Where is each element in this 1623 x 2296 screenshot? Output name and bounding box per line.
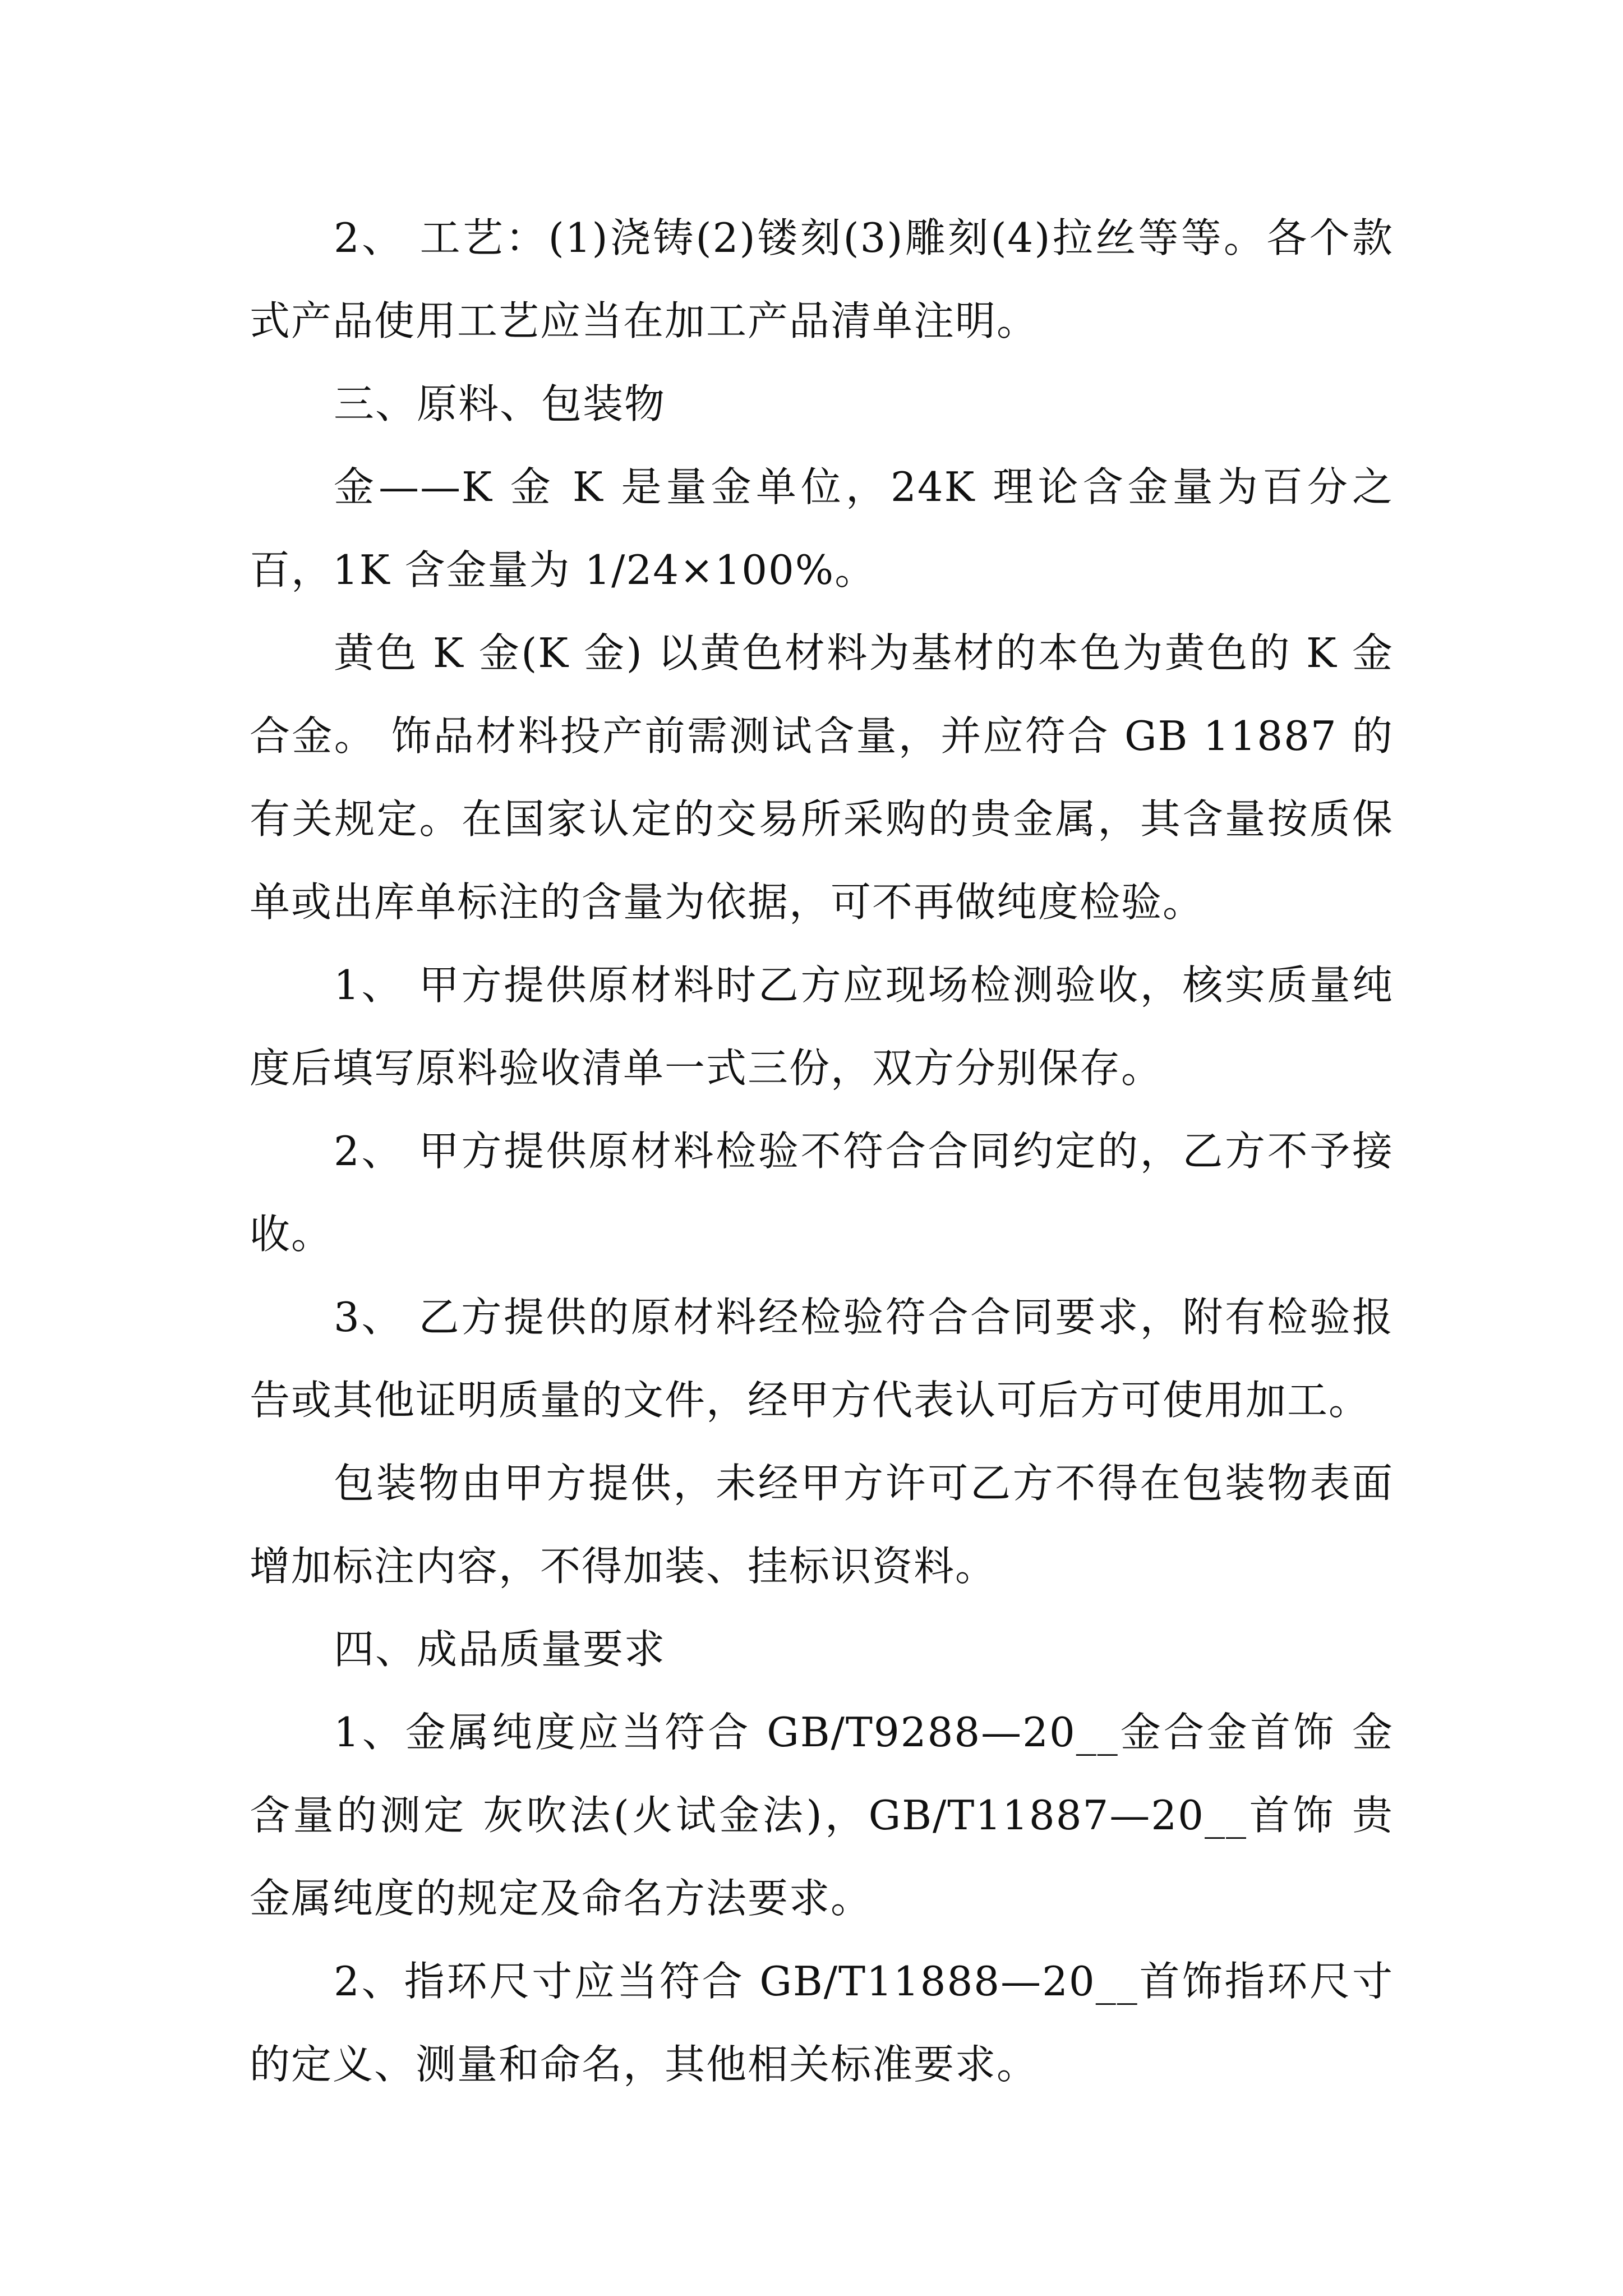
document-body: [250, 196, 1394, 2106]
paragraph-item-2: 2、 甲方提供原材料检验不符合合同约定的，乙方不予接收。: [250, 1128, 1394, 1258]
paragraph-process: 2、 工艺：(1)浇铸(2)镂刻(3)雕刻(4)拉丝等等。各个款式产品使用工艺应当在加工产品清单注明。: [250, 214, 1394, 344]
paragraph-item-1: 1、 甲方提供原材料时乙方应现场检测验收，核实质量纯度后填写原料验收清单一式三份，双方分别保存。: [250, 961, 1394, 1092]
paragraph-ring-size: 2、指环尺寸应当符合 GB/T11888—20__首饰指环尺寸的定义、测量和命名，其他相关标准要求。: [250, 1958, 1394, 2088]
paragraph-purity: 1、金属纯度应当符合 GB/T9288—20__金合金首饰 金含量的测定 灰吹法(火试金法)，GB/T11887—20__首饰 贵金属纯度的规定及命名方法要求。: [250, 1709, 1394, 1922]
paragraph-yellow-k-gold: 黄色 K 金(K 金) 以黄色材料为基材的本色为黄色的 K 金合金。 饰品材料投产前需测试含量，并应符合 GB 11887 的有关规定。在国家认定的交易所采购的贵金属，其含量按质保单或出库单标注的含量为依据，可不再做纯度检验。: [250, 629, 1394, 926]
section-heading-quality: 四、成品质量要求: [334, 1626, 666, 1673]
section-heading-materials: 三、原料、包装物: [334, 380, 666, 427]
paragraph-item-3: 3、 乙方提供的原材料经检验符合合同要求，附有检验报告或其他证明质量的文件，经甲方代表认可后方可使用加工。: [250, 1294, 1394, 1424]
paragraph-packaging: 包装物由甲方提供，未经甲方许可乙方不得在包装物表面增加标注内容，不得加装、挂标识资料。: [250, 1460, 1394, 1590]
paragraph-k-gold: 金——K 金 K 是量金单位，24K 理论含金量为百分之百，1K 含金量为 1/24×100%。: [250, 463, 1394, 593]
